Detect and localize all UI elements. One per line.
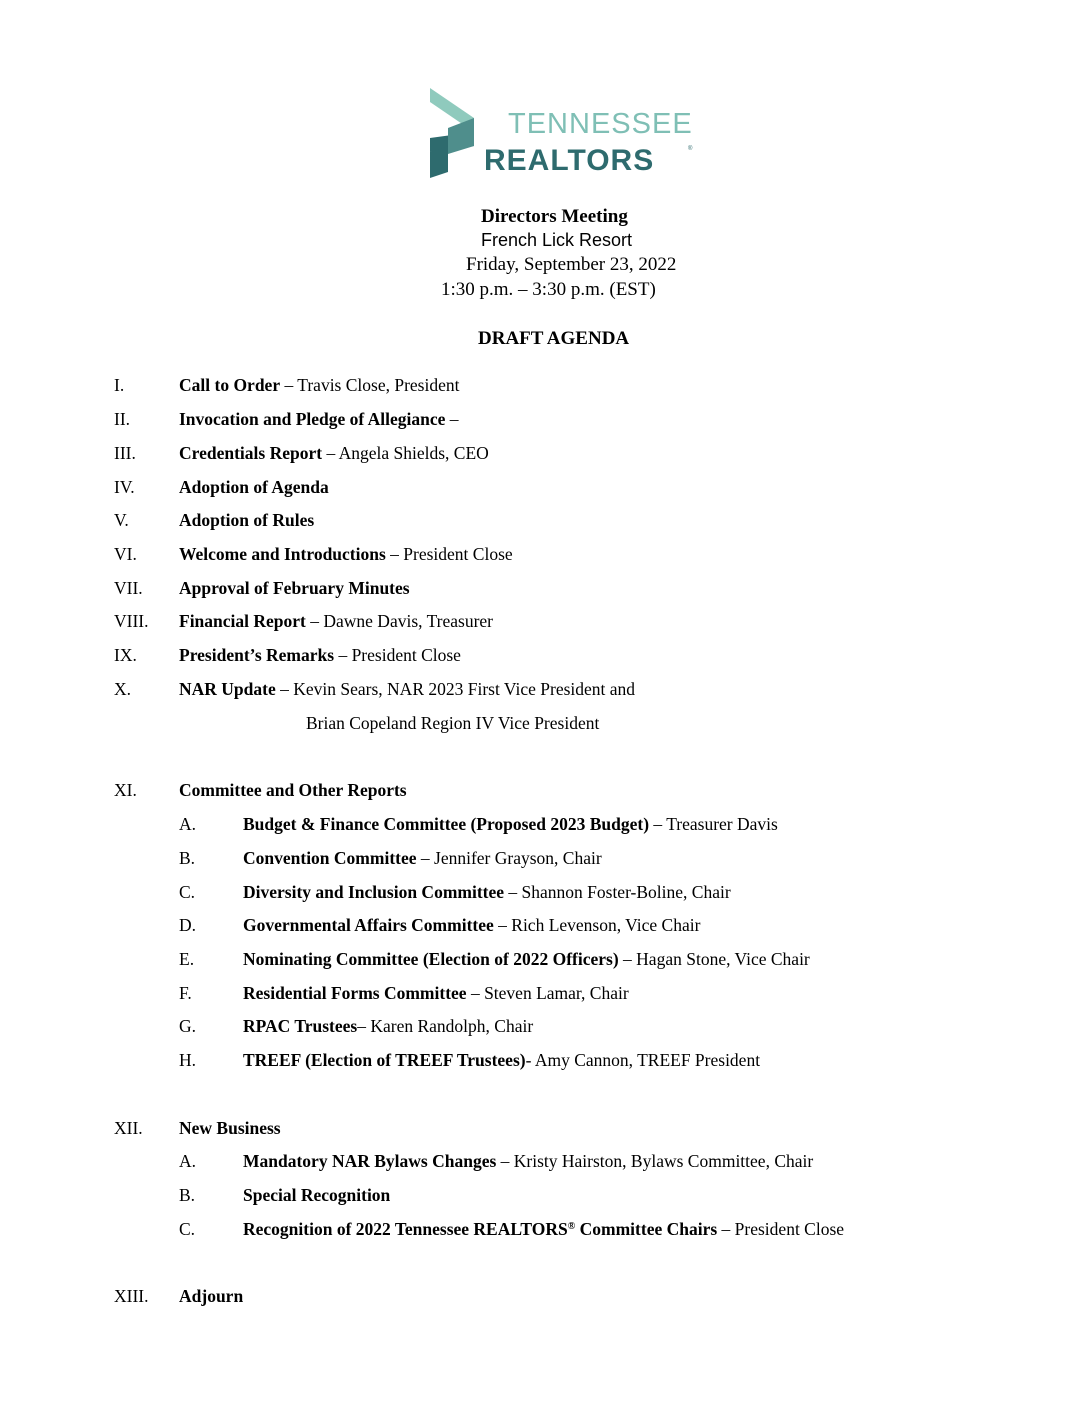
sub-item-detail: – Kristy Hairston, Bylaws Committee, Chair xyxy=(496,1151,814,1171)
agenda-item-detail: – xyxy=(445,409,459,429)
agenda-item-title: Adoption of Agenda xyxy=(179,477,329,497)
sub-item-title: Nominating Committee (Election of 2022 Officers) xyxy=(243,949,619,969)
agenda-item-title: NAR Update xyxy=(179,679,276,699)
agenda-item-detail: – Kevin Sears, NAR 2023 First Vice President and xyxy=(275,679,636,699)
agenda-item-title: Approval of February Minutes xyxy=(179,578,410,598)
agenda-item-title: President’s Remarks xyxy=(179,645,335,665)
agenda-item-title: Invocation and Pledge of Allegiance xyxy=(179,409,446,429)
sub-item-letter: C. xyxy=(179,1219,196,1239)
agenda-item-detail: – President Close xyxy=(334,645,461,665)
meeting-time: 1:30 p.m. – 3:30 p.m. (EST) xyxy=(441,279,656,300)
logo-text-realtors: REALTORS xyxy=(484,144,655,177)
sub-item-letter: A. xyxy=(179,1151,197,1171)
agenda-item-title: Credentials Report xyxy=(179,443,323,463)
sub-item-letter: G. xyxy=(179,1016,197,1036)
sub-item-letter: F. xyxy=(179,983,192,1003)
agenda-item-continuation: Brian Copeland Region IV Vice President xyxy=(306,713,600,733)
sub-item-title xyxy=(243,1219,717,1239)
sub-item-title-part: Committee Chairs xyxy=(575,1219,718,1239)
agenda-item-number: VI. xyxy=(114,544,137,564)
agenda-item-title: Welcome and Introductions xyxy=(179,544,386,564)
sub-item-title: Budget & Finance Committee (Proposed 2023 Budget) xyxy=(243,814,650,834)
sub-item-title-part: Recognition of 2022 Tennessee REALTORS xyxy=(243,1219,568,1239)
sub-item-detail: – Shannon Foster-Boline, Chair xyxy=(504,882,731,902)
sub-item-title: Residential Forms Committee xyxy=(243,983,467,1003)
agenda-item-title: Committee and Other Reports xyxy=(179,780,407,800)
agenda-item-number: II. xyxy=(114,409,131,429)
sub-item-letter: D. xyxy=(179,915,197,935)
agenda-item-number: IV. xyxy=(114,477,135,497)
agenda-item-number: XII. xyxy=(114,1118,143,1138)
sub-item-letter: B. xyxy=(179,1185,196,1205)
sub-item-detail: – Steven Lamar, Chair xyxy=(466,983,629,1003)
sub-item-title: Diversity and Inclusion Committee xyxy=(243,882,505,902)
agenda-item-number: III. xyxy=(114,443,136,463)
agenda-item-detail: – President Close xyxy=(385,544,513,564)
agenda-item-title: Call to Order xyxy=(179,375,281,395)
sub-item-detail: – Jennifer Grayson, Chair xyxy=(416,848,602,868)
agenda-item-detail: – Angela Shields, CEO xyxy=(322,443,489,463)
agenda-item-number: XIII. xyxy=(114,1286,149,1306)
agenda-item-number: X. xyxy=(114,679,132,699)
sub-item-detail: – Rich Levenson, Vice Chair xyxy=(493,915,701,935)
agenda-item-title: Adoption of Rules xyxy=(179,510,315,530)
agenda-item-number: VII. xyxy=(114,578,143,598)
sub-item-detail: – Karen Randolph, Chair xyxy=(357,1016,534,1036)
sub-item-title: RPAC Trustees xyxy=(243,1016,358,1036)
agenda-item-number: IX. xyxy=(114,645,137,665)
logo-trademark: ® xyxy=(688,146,693,152)
sub-item-detail: – Hagan Stone, Vice Chair xyxy=(618,949,810,969)
logo-text-tennessee: TENNESSEE xyxy=(508,108,693,140)
agenda-item-title: Financial Report xyxy=(179,611,306,631)
sub-item-letter: H. xyxy=(179,1050,197,1070)
agenda-item-detail: – Travis Close, President xyxy=(280,375,460,395)
agenda-item-detail: – Dawne Davis, Treasurer xyxy=(305,611,493,631)
sub-item-letter: A. xyxy=(179,814,197,834)
agenda-item-number: XI. xyxy=(114,780,137,800)
sub-item-letter: C. xyxy=(179,882,196,902)
agenda-item-number: I. xyxy=(114,375,125,395)
sub-item-title: Governmental Affairs Committee xyxy=(243,915,494,935)
sub-item-detail: – Treasurer Davis xyxy=(649,814,778,834)
sub-item-title: TREEF (Election of TREEF Trustees) xyxy=(243,1050,526,1070)
sub-item-title: Special Recognition xyxy=(243,1185,391,1205)
sub-item-letter: B. xyxy=(179,848,196,868)
sub-item-title: Mandatory NAR Bylaws Changes xyxy=(243,1151,497,1171)
agenda-item-number: V. xyxy=(114,510,129,530)
agenda-item-number: VIII. xyxy=(114,611,149,631)
meeting-title: Directors Meeting xyxy=(481,206,628,227)
meeting-venue: French Lick Resort xyxy=(481,230,633,250)
tennessee-realtors-logo xyxy=(428,88,708,184)
sub-item-detail: - Amy Cannon, TREEF President xyxy=(525,1050,761,1070)
sub-item-detail: – President Close xyxy=(717,1219,845,1239)
agenda-item-title: New Business xyxy=(179,1118,281,1138)
agenda-heading: DRAFT AGENDA xyxy=(478,328,630,349)
sub-item-letter: E. xyxy=(179,949,195,969)
registered-mark: ® xyxy=(567,1221,576,1232)
meeting-date: Friday, September 23, 2022 xyxy=(466,254,677,275)
sub-item-title: Convention Committee xyxy=(243,848,417,868)
agenda-item-title: Adjourn xyxy=(179,1286,244,1306)
